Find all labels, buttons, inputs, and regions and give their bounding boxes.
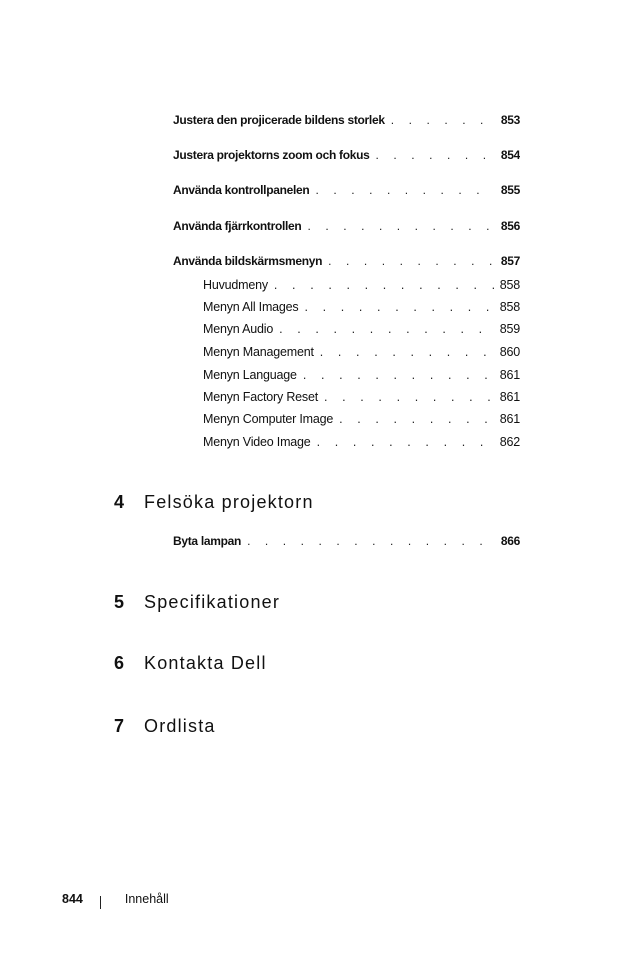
- chapter-number: 4: [114, 492, 125, 512]
- toc-entry[interactable]: [173, 148, 520, 162]
- toc-entry-page: 854: [500, 148, 520, 162]
- dot-leader: [247, 534, 495, 548]
- chapter-number: 5: [114, 592, 125, 612]
- toc-subentry-page: 861: [499, 390, 520, 404]
- dot-leader: [274, 278, 494, 292]
- chapter-title: Ordlista: [144, 716, 216, 736]
- chapter-heading[interactable]: [114, 491, 314, 513]
- toc-subentry[interactable]: [203, 368, 520, 382]
- toc-entry-label: Justera projektorns zoom och fokus: [173, 148, 370, 162]
- toc-subentry[interactable]: [203, 435, 520, 449]
- dot-leader: [303, 368, 494, 382]
- toc-entry[interactable]: [173, 254, 520, 268]
- dot-leader: [317, 435, 494, 449]
- toc-subentry-label: Huvudmeny: [203, 278, 268, 292]
- dot-leader: [339, 412, 494, 426]
- toc-entry-page: 856: [500, 219, 520, 233]
- chapter-number: 7: [114, 716, 125, 736]
- chapter-title: Specifikationer: [144, 592, 281, 612]
- dot-leader: [307, 219, 494, 233]
- toc-entry-label: Använda bildskärmsmenyn: [173, 254, 323, 268]
- toc-entry-page: 857: [500, 254, 520, 268]
- toc-subentry-label: Menyn Video Image: [203, 435, 311, 449]
- toc-entry-label: Använda kontrollpanelen: [173, 183, 310, 197]
- toc-subentry[interactable]: [203, 345, 520, 359]
- dot-leader: [328, 254, 495, 268]
- toc-subentry-label: Menyn Computer Image: [203, 412, 334, 426]
- dot-leader: [324, 390, 494, 404]
- toc-entry-page: 866: [500, 534, 520, 548]
- toc-subentry-page: 860: [499, 345, 520, 359]
- page-footer: [62, 892, 169, 906]
- chapter-heading[interactable]: [114, 591, 280, 613]
- toc-subentry-page: 861: [499, 368, 520, 382]
- toc-subentry-page: 858: [499, 300, 520, 314]
- toc-entry-label: Byta lampan: [173, 534, 242, 548]
- toc-entry[interactable]: [173, 113, 520, 127]
- toc-entry[interactable]: [173, 183, 520, 197]
- toc-entry-page: 855: [500, 183, 520, 197]
- toc-subentry-label: Menyn Language: [203, 368, 297, 382]
- toc-entry-label: Använda fjärrkontrollen: [173, 219, 302, 233]
- dot-leader: [320, 345, 494, 359]
- toc-subentry-label: Menyn Audio: [203, 322, 274, 336]
- toc-entry-label: Justera den projicerade bildens storlek: [173, 113, 385, 127]
- dot-leader: [304, 300, 493, 314]
- toc-subentry-page: 859: [499, 322, 520, 336]
- footer-page-number: 844: [62, 892, 83, 906]
- footer-separator: [100, 896, 101, 909]
- toc-subentry-label: Menyn Management: [203, 345, 314, 359]
- chapter-heading[interactable]: [114, 715, 216, 737]
- chapter-heading[interactable]: [114, 652, 267, 674]
- dot-leader: [315, 183, 494, 197]
- toc-subentry-page: 861: [499, 412, 520, 426]
- chapter-number: 6: [114, 653, 125, 673]
- toc-subentry[interactable]: [203, 300, 520, 314]
- chapter-title: Felsöka projektorn: [144, 492, 314, 512]
- toc-subentry[interactable]: [203, 322, 520, 336]
- toc-entry-page: 853: [500, 113, 520, 127]
- footer-section-title: Innehåll: [124, 892, 169, 906]
- dot-leader: [376, 148, 495, 162]
- toc-entry[interactable]: [173, 219, 520, 233]
- toc-subentry-page: 858: [499, 278, 520, 292]
- toc-subentry[interactable]: [203, 412, 520, 426]
- toc-subentry-page: 862: [499, 435, 520, 449]
- toc-subentry[interactable]: [203, 390, 520, 404]
- chapter-title: Kontakta Dell: [144, 653, 267, 673]
- toc-entry[interactable]: [173, 534, 520, 548]
- dot-leader: [391, 113, 495, 127]
- dot-leader: [279, 322, 494, 336]
- toc-subentry-label: Menyn Factory Reset: [203, 390, 318, 404]
- toc-subentry-label: Menyn All Images: [203, 300, 299, 314]
- toc-subentry[interactable]: [203, 278, 520, 292]
